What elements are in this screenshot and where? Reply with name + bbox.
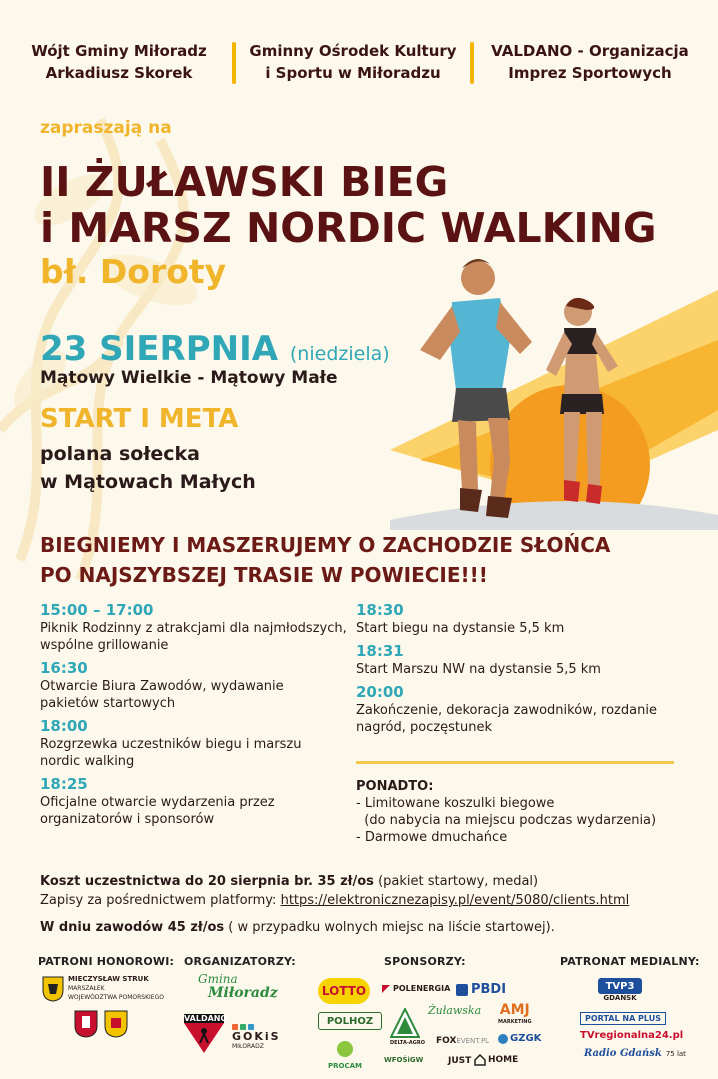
slogan-line2: PO NAJSZYBSZEJ TRASIE W POWIECIE!!!	[40, 563, 488, 587]
event-date-main: 23 SIERPNIA	[40, 329, 279, 369]
tvregionalna-logo: TVregionalna24.pl	[580, 1030, 684, 1041]
cost-line-3	[40, 918, 629, 937]
gmina-crest-icon	[74, 1010, 98, 1038]
valdano-logo	[184, 1014, 228, 1057]
polhoz-logo: POLHOZ	[318, 1012, 382, 1030]
zulawska-logo: Żuławska	[428, 1004, 482, 1017]
marshal-name: MIECZYSŁAW STRUK	[68, 975, 149, 983]
organiser-2-line2: i Sportu w Miłoradzu	[265, 64, 441, 82]
schedule-time: 20:00	[356, 683, 404, 701]
event-title-line1: II ŻUŁAWSKI BIEG	[40, 158, 449, 206]
home-text: HOME	[488, 1055, 519, 1065]
delta-agro-text: DELTA-AGRO	[390, 1040, 425, 1046]
gzgk-text: GZGK	[510, 1033, 542, 1044]
schedule-desc: organizatorów i sponsorów	[40, 812, 215, 827]
organiser-1-line2: Arkadiusz Skorek	[45, 64, 193, 82]
gzgk-icon	[498, 1034, 508, 1044]
gzgk-logo	[498, 1033, 541, 1044]
schedule-item	[40, 776, 350, 828]
schedule-time: 18:25	[40, 775, 88, 793]
start-meta-heading: START I META	[40, 404, 239, 434]
schedule-desc: Oficjalne otwarcie wydarzenia przez	[40, 795, 275, 810]
event-date	[40, 330, 390, 373]
schedule-desc: wspólne grillowanie	[40, 638, 169, 653]
pbdi-logo	[456, 982, 506, 997]
venue-line1: polana sołecka	[40, 443, 200, 465]
schedule-desc: Start biegu na dystansie 5,5 km	[356, 621, 565, 636]
runners-illustration	[360, 250, 718, 530]
fox-event-logo	[436, 1036, 489, 1046]
schedule-time: 16:30	[40, 659, 88, 677]
pbdi-text: PBDI	[471, 982, 507, 997]
cost-info	[40, 872, 629, 937]
valdano-text: VALDANO	[184, 1014, 228, 1023]
extras	[356, 778, 656, 846]
gokis-sub: MIŁORADZ	[232, 1043, 264, 1050]
footer-patrons-heading: PATRONI HONOROWI:	[38, 955, 175, 968]
organiser-2-line1: Gminny Ośrodek Kultury	[249, 42, 457, 60]
schedule-desc: Rozgrzewka uczestników biegu i marszu	[40, 737, 302, 752]
schedule-desc: pakietów startowych	[40, 696, 176, 711]
marshal-logo	[42, 975, 164, 1002]
gokis-text: GOKiS	[232, 1030, 281, 1043]
organiser-3	[482, 40, 698, 84]
gmina-miloradz-logo	[198, 972, 278, 1000]
event-place: Mątowy Wielkie - Mątowy Małe	[40, 368, 338, 388]
event-subtitle: bł. Doroty	[40, 252, 227, 291]
procam-icon	[336, 1040, 354, 1058]
polenergia-text: POLENERGIA	[393, 984, 451, 993]
schedule-desc: Zakończenie, dekoracja zawodników, rozdanie	[356, 703, 657, 718]
fox-text-2: EVENT.PL	[456, 1037, 490, 1045]
organiser-2	[244, 40, 462, 84]
schedule-desc: nordic walking	[40, 754, 135, 769]
schedule-time: 18:31	[356, 642, 404, 660]
schedule-desc: Start Marszu NW na dystansie 5,5 km	[356, 662, 601, 677]
cost-onsite: W dniu zawodów 45 zł/os	[40, 920, 225, 935]
schedule-time: 15:00 – 17:00	[40, 601, 154, 619]
radio-gdansk-text: Radio Gdańsk	[584, 1048, 662, 1059]
tvp3-logo	[598, 978, 642, 1002]
organiser-1-line1: Wójt Gminy Miłoradz	[31, 42, 207, 60]
header-separator	[232, 42, 236, 84]
organiser-3-line1: VALDANO - Organizacja	[491, 42, 689, 60]
schedule-item	[40, 602, 350, 654]
cost-onsite-detail: ( w przypadku wolnych miejsc na liście startowej).	[224, 920, 555, 935]
extras-item: - Limitowane koszulki biegowe	[356, 796, 555, 811]
schedule-item	[356, 643, 676, 678]
venue-line2: w Mątowach Małych	[40, 471, 256, 493]
schedule-item	[356, 684, 676, 736]
schedule-item	[356, 602, 676, 637]
slogan-line1: BIEGNIEMY I MASZERUJEMY O ZACHODZIE SŁOŃCA	[40, 533, 611, 557]
extras-item: (do nabycia na miejscu podczas wydarzenia)	[356, 813, 657, 828]
home-logo	[474, 1054, 518, 1066]
pomorskie-crest-icon	[42, 976, 64, 1002]
invite-text: zapraszają na	[40, 118, 172, 138]
fox-text: FOX	[436, 1036, 457, 1046]
gokis-logo	[232, 1024, 281, 1050]
schedule-time: 18:00	[40, 717, 88, 735]
schedule-desc: Otwarcie Biura Zawodów, wydawanie	[40, 679, 284, 694]
schedule-time: 18:30	[356, 601, 404, 619]
registration-label: Zapisy za pośrednictwem platformy:	[40, 893, 281, 908]
amj-sub: MARKETING	[498, 1019, 532, 1025]
event-title-line2: i MARSZ NORDIC WALKING	[40, 204, 657, 252]
schedule-desc: nagród, poczęstunek	[356, 720, 493, 735]
radio-gdansk-sub: 75 lat	[665, 1050, 686, 1058]
slogan	[40, 530, 610, 590]
venue	[40, 440, 256, 496]
footer-sponsors-heading: SPONSORZY:	[384, 955, 466, 968]
event-date-dow: (niedziela)	[289, 343, 390, 365]
delta-agro-icon	[390, 1008, 420, 1038]
footer-organizers-heading: ORGANIZATORZY:	[184, 955, 296, 968]
schedule-item	[40, 660, 350, 712]
lotto-logo: LOTTO	[318, 978, 370, 1004]
extras-item: - Darmowe dmuchańce	[356, 830, 508, 845]
cost-line-2	[40, 891, 629, 910]
valdano-runner-icon	[184, 1023, 224, 1053]
town-crest-icon	[104, 1010, 128, 1038]
cost-early-detail: (pakiet startowy, medal)	[373, 874, 539, 889]
organiser-3-line2: Imprez Sportowych	[508, 64, 672, 82]
marshal-region: WOJEWÓDZTWA POMORSKIEGO	[68, 994, 164, 1001]
wfosigw-logo: WFOŚiGW	[384, 1056, 424, 1064]
portal-na-plus-logo: PORTAL NA PLUS	[580, 1012, 666, 1025]
procam-text: PROCAM	[328, 1062, 362, 1070]
procam-logo	[328, 1040, 362, 1070]
tvp3-sub: GDAŃSK	[603, 994, 637, 1002]
schedule-right	[356, 602, 676, 742]
header-separator	[470, 42, 474, 84]
just-logo: JUST	[448, 1056, 472, 1066]
divider	[356, 761, 674, 764]
footer-media-heading: PATRONAT MEDIALNY:	[560, 955, 700, 968]
cost-early: Koszt uczestnictwa do 20 sierpnia br. 35 zł/os	[40, 874, 374, 889]
tvp3-text: TVP3	[598, 978, 642, 994]
schedule-item	[40, 718, 350, 770]
radio-gdansk-logo	[584, 1048, 686, 1059]
gmina-logo-l2: Miłoradz	[208, 985, 278, 1001]
amj-logo	[498, 1004, 532, 1028]
cost-line-1	[40, 872, 629, 891]
organiser-1	[24, 40, 214, 84]
house-icon	[474, 1054, 486, 1066]
extras-heading: PONADTO:	[356, 779, 434, 794]
marshal-title: MARSZAŁEK	[68, 985, 105, 992]
schedule-desc: Piknik Rodzinny z atrakcjami dla najmłodszych,	[40, 621, 347, 636]
amj-text: AMJ	[499, 1002, 530, 1018]
polenergia-logo	[382, 984, 450, 993]
schedule-left	[40, 602, 350, 834]
polenergia-icon	[382, 985, 390, 993]
pbdi-icon	[456, 984, 468, 996]
registration-link[interactable]: https://elektronicznezapisy.pl/event/5080/clients.html	[280, 893, 630, 908]
gmina-logo-l1: Gmina	[198, 972, 238, 986]
